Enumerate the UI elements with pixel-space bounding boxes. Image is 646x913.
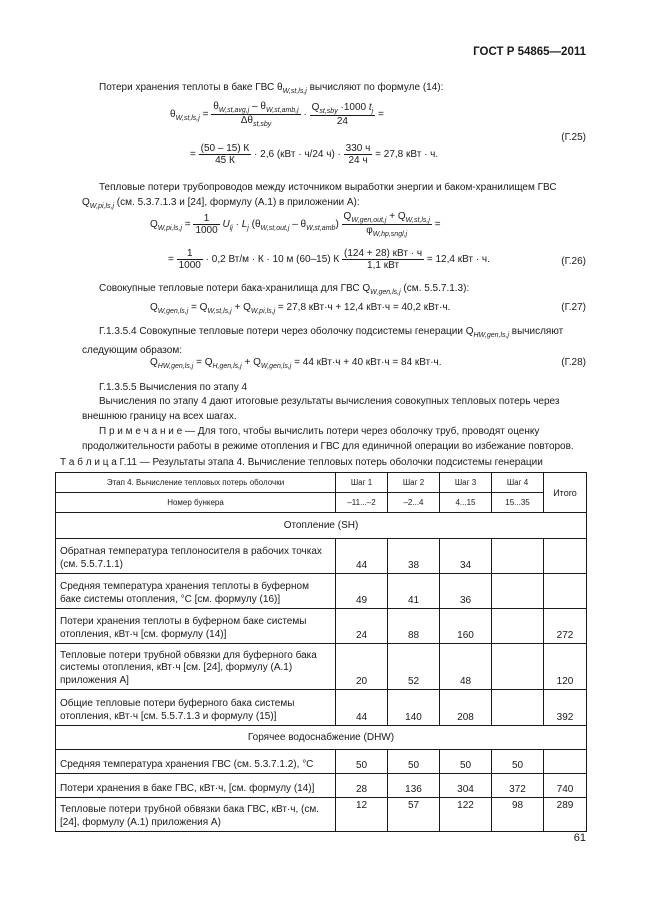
cell-step-4: 98 bbox=[492, 798, 544, 832]
cell-step-4 bbox=[492, 539, 544, 574]
results-table bbox=[55, 472, 587, 832]
section-hot-water bbox=[56, 726, 587, 750]
row-label: Обратная температура теплоносителя в рабочих точках (см. 5.5.7.1.1) bbox=[56, 539, 336, 574]
section-heating bbox=[56, 513, 587, 539]
header-bunker-1: –11...–2 bbox=[336, 493, 388, 513]
formula-g27: $Q_{W,gen,ls,j} = Q_{W,st,ls,j} + Q_{W,pi,ls,j} = 27,8$ кВт·ч + 12,4 кВт·ч = 40,2 кВт·ч. bbox=[150, 302, 451, 315]
cell-total: 272 bbox=[544, 609, 587, 644]
cell-total: 289 bbox=[544, 798, 587, 832]
cell-step-2: 52 bbox=[388, 644, 440, 690]
cell-step-4 bbox=[492, 690, 544, 726]
table-row bbox=[56, 539, 587, 574]
cell-step-1: 50 bbox=[336, 750, 388, 774]
cell-step-3: 208 bbox=[440, 690, 492, 726]
paragraph-section-g1355: Г.1.3.5.5 Вычисления по этапу 4 bbox=[99, 382, 248, 393]
table-row bbox=[56, 609, 587, 644]
cell-total: 120 bbox=[544, 644, 587, 690]
formula-g26-line1: $Q_{W,pi,ls,j}$ = $\frac{1}{1000}$ $U_{lj} \cdot L_j$ $(\theta_{W,st,out,j} - \theta_{W,st,amb})$ $\frac{Q_{W,gen,out,j} + Q_{W,st,ls,j}}{\varphi_{W,hp,sngl,j}}$ = bbox=[150, 211, 441, 238]
cell-total bbox=[544, 574, 587, 609]
cell-total: 740 bbox=[544, 774, 587, 798]
cell-step-3: 160 bbox=[440, 609, 492, 644]
cell-step-3: 50 bbox=[440, 750, 492, 774]
cell-step-2: 50 bbox=[388, 750, 440, 774]
cell-step-2: 140 bbox=[388, 690, 440, 726]
header-bunker-3: 4...15 bbox=[440, 493, 492, 513]
cell-step-2: 88 bbox=[388, 609, 440, 644]
formula-g26-line2: = $\frac{1}{1000}$ · 0,2 Вт/м · К · 10 м (60–15) К $\frac{\text{(124 + 28) кВт · ч}}{\text{1,1 кВт}}$ = 12,4 кВт · ч. bbox=[168, 248, 490, 271]
cell-step-3: 304 bbox=[440, 774, 492, 798]
cell-step-1: 44 bbox=[336, 690, 388, 726]
cell-step-1: 24 bbox=[336, 609, 388, 644]
cell-step-2: 38 bbox=[388, 539, 440, 574]
cell-step-4: 372 bbox=[492, 774, 544, 798]
table-row bbox=[56, 750, 587, 774]
cell-step-1: 49 bbox=[336, 574, 388, 609]
formula-g25-number: (Г.25) bbox=[561, 132, 586, 143]
header-stage-label: Этап 4. Вычисление тепловых потерь оболочки bbox=[56, 473, 336, 493]
paragraph-total-tank-loss: Совокупные тепловые потери бака-хранилища для ГВС $Q_{W,gen,ls,j}$ (см. 5.5.7.1.3): bbox=[99, 283, 470, 296]
cell-step-4 bbox=[492, 644, 544, 690]
table-row bbox=[56, 798, 587, 832]
paragraph-section-g1354: Г.1.3.5.4 Совокупные тепловые потери через оболочку подсистемы генерации $Q_{HW,gen,ls,j}$ вычисляют следующим образом: bbox=[82, 326, 564, 356]
cell-step-3: 122 bbox=[440, 798, 492, 832]
formula-g28-number: (Г.28) bbox=[561, 357, 586, 368]
cell-step-1: 44 bbox=[336, 539, 388, 574]
cell-step-4 bbox=[492, 609, 544, 644]
paragraph-pipe-loss-intro: Тепловые потери трубопроводов между источником выработки энергии и баком-хранилищем ГВС $Q_{W,pi,ls,j}$ (см. 5.3.7.1.3 и [24], формулу (А.1) в приложении А): bbox=[82, 182, 557, 210]
formula-g26-number: (Г.26) bbox=[561, 256, 586, 267]
cell-step-3: 34 bbox=[440, 539, 492, 574]
section-heating-title: Отопление (SH) bbox=[56, 513, 587, 539]
document-code: ГОСТ Р 54865—2011 bbox=[473, 46, 586, 58]
formula-g27-number: (Г.27) bbox=[561, 302, 586, 313]
paragraph-storage-loss-intro: Потери хранения теплоты в баке ГВС $\theta_{W,st,ls,j}$ вычисляют по формуле (14): bbox=[99, 82, 444, 95]
table-row bbox=[56, 574, 587, 609]
section-hot-water-title: Горячее водоснабжение (DHW) bbox=[56, 726, 587, 750]
page-number: 61 bbox=[573, 832, 586, 844]
header-total: Итого bbox=[544, 473, 587, 513]
row-label: Общие тепловые потери буферного бака системы отопления, кВт·ч [см. 5.5.7.1.3 и формулу (15)] bbox=[56, 690, 336, 726]
cell-step-2: 57 bbox=[388, 798, 440, 832]
cell-step-2: 41 bbox=[388, 574, 440, 609]
header-step-4: Шаг 4 bbox=[492, 473, 544, 493]
table-row bbox=[56, 774, 587, 798]
cell-step-4: 50 bbox=[492, 750, 544, 774]
cell-total bbox=[544, 539, 587, 574]
formula-g25-line2: = $\frac{(50 - 15) К}{45 К}$ · 2,6 (кВт · ч/24 ч) · $\frac{330 ч}{24 ч}$ = 27,8 кВт · ч. bbox=[190, 143, 439, 166]
cell-total: 392 bbox=[544, 690, 587, 726]
table-caption: Т а б л и ц а Г.11 — Результаты этапа 4. Вычисление тепловых потерь оболочки подсистемы генерации bbox=[60, 457, 543, 468]
cell-step-1: 28 bbox=[336, 774, 388, 798]
header-step-1: Шаг 1 bbox=[336, 473, 388, 493]
table-header-row bbox=[56, 473, 587, 493]
header-bunker-2: –2...4 bbox=[388, 493, 440, 513]
header-bunker-label: Номер бункера bbox=[56, 493, 336, 513]
row-label: Тепловые потери трубной обвязки бака ГВС, кВт·ч, (см. [24], формулу (А.1) приложения А) bbox=[56, 798, 336, 832]
header-bunker-4: 15...35 bbox=[492, 493, 544, 513]
note: П р и м е ч а н и е — Для того, чтобы вычислить потери через оболочку труб, проводят оценку продолжительности работы в режиме отопления и ГВС для единичной операции во избежание повторов. bbox=[82, 426, 574, 452]
cell-step-4 bbox=[492, 574, 544, 609]
cell-total bbox=[544, 750, 587, 774]
row-label: Потери хранения теплоты в буферном баке системы отопления, кВт·ч [см. формулу (14)] bbox=[56, 609, 336, 644]
row-label: Средняя температура хранения ГВС (см. 5.3.7.1.2), °С bbox=[56, 750, 336, 774]
cell-step-3: 48 bbox=[440, 644, 492, 690]
header-step-3: Шаг 3 bbox=[440, 473, 492, 493]
table-row bbox=[56, 644, 587, 690]
table-row bbox=[56, 690, 587, 726]
cell-step-3: 36 bbox=[440, 574, 492, 609]
formula-g28: $Q_{HW,gen,ls,j} = Q_{H,gen,ls,j} + Q_{W,gen,ls,j} = 44$ кВт·ч + 40 кВт·ч = 84 кВт·ч. bbox=[150, 357, 442, 370]
cell-step-1: 20 bbox=[336, 644, 388, 690]
header-step-2: Шаг 2 bbox=[388, 473, 440, 493]
row-label: Средняя температура хранения теплоты в буферном баке системы отопления, °С [см. формулу (16)] bbox=[56, 574, 336, 609]
table-bunker-row bbox=[56, 493, 587, 513]
paragraph-stage4-results: Вычисления по этапу 4 дают итоговые результаты вычисления совокупных тепловых потерь через внешнюю границу на всех шагах. bbox=[82, 396, 560, 422]
cell-step-2: 136 bbox=[388, 774, 440, 798]
formula-g25-line1: $\theta_{W,st,ls,j}$ = $\frac{\theta_{W,st,avg,j} - \theta_{W,st,amb,j}}{\Delta\theta_{st,sby}}$ · $\frac{Q_{st,sby} \cdot 1000 t_j}{24}$ = bbox=[170, 101, 384, 128]
row-label: Тепловые потери трубной обвязки для буферного бака системы отопления, кВт·ч [см. [24], формулу (А.1) приложения А] bbox=[56, 644, 336, 690]
cell-step-1: 12 bbox=[336, 798, 388, 832]
row-label: Потери хранения в баке ГВС, кВт·ч, [см. формулу (14)] bbox=[56, 774, 336, 798]
